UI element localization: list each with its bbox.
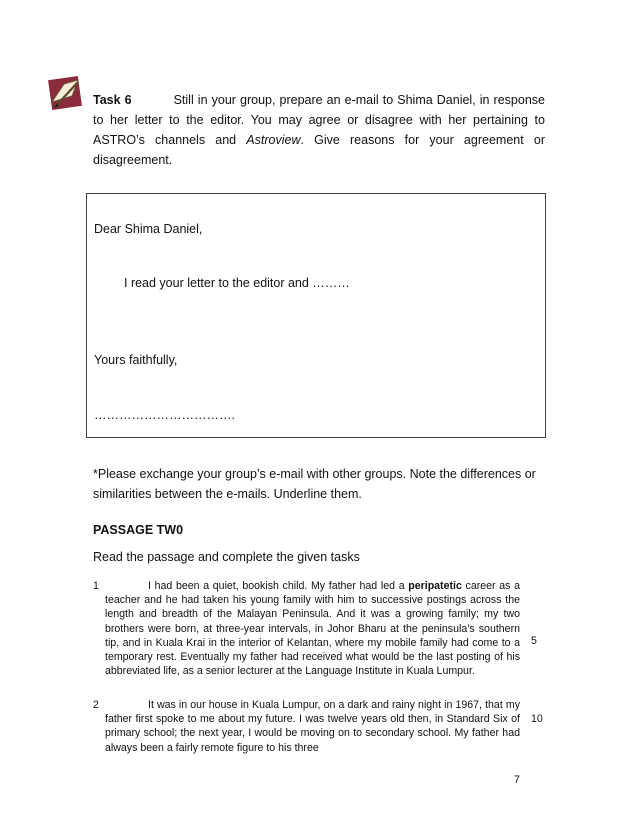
paragraph-number: 1 (93, 580, 99, 592)
p1-bold-word: peripatetic (408, 580, 462, 592)
task-6-instructions (93, 90, 545, 170)
paragraph-2 (93, 698, 520, 755)
task-text: Still in your group, prepare an e-mail to Shima Daniel, in response to her letter to the editor. You may agree or disagree with her pertaining to ASTRO’s channels and (93, 93, 545, 147)
line-number-10: 10 (531, 713, 543, 725)
p2-text: It was in our house in Kuala Lumpur, on a dark and rainy night in 1967, that my father first spoke to me about my future. I was twelve years old then, in Standard Six of primary school; the next year, I would be moving on to secondary school. My father had always been a fairly remote figure to his three (105, 699, 520, 754)
p1-after: career as a teacher and he had taken his young family with him to successive postings across the length and breadth of the Malayan Peninsula. And it was a growing family; my two brothers were born, at three-year intervals, in Johor Bharu at the peninsula’s southern tip, and in Kuala Krai in the interior of Kelantan, where my mobile family had come to a temporary rest. Eventually my father had received what would be the last posting of his abbreviated life, as a senior lecturer at the Language Institute in Kuala Lumpur. (105, 580, 520, 678)
passage-instruction: Read the passage and complete the given tasks (93, 550, 360, 564)
email-template-box (86, 193, 546, 438)
line-number-5: 5 (531, 635, 537, 647)
p1-before: I had been a quiet, bookish child. My father had led a (148, 580, 409, 592)
page-number: 7 (514, 774, 520, 786)
passage-heading: PASSAGE TW0 (93, 523, 184, 537)
email-opening: I read your letter to the editor and ……… (124, 276, 350, 290)
paragraph-1 (93, 579, 520, 678)
email-closing: Yours faithfully, (94, 353, 178, 367)
task-tail: . Give reasons for your agreement or disagreement. (93, 133, 545, 167)
paragraph-number: 2 (93, 699, 99, 711)
email-greeting: Dear Shima Daniel, (94, 222, 203, 236)
email-signature: ……………………………. (94, 408, 235, 422)
task-label: Task 6 (93, 93, 132, 107)
exchange-note: *Please exchange your group’s e-mail with other groups. Note the differences or similarities between the e-mails. Underline them. (93, 467, 536, 501)
task-italic: Astroview (246, 133, 301, 147)
writing-pen-icon (44, 72, 86, 114)
